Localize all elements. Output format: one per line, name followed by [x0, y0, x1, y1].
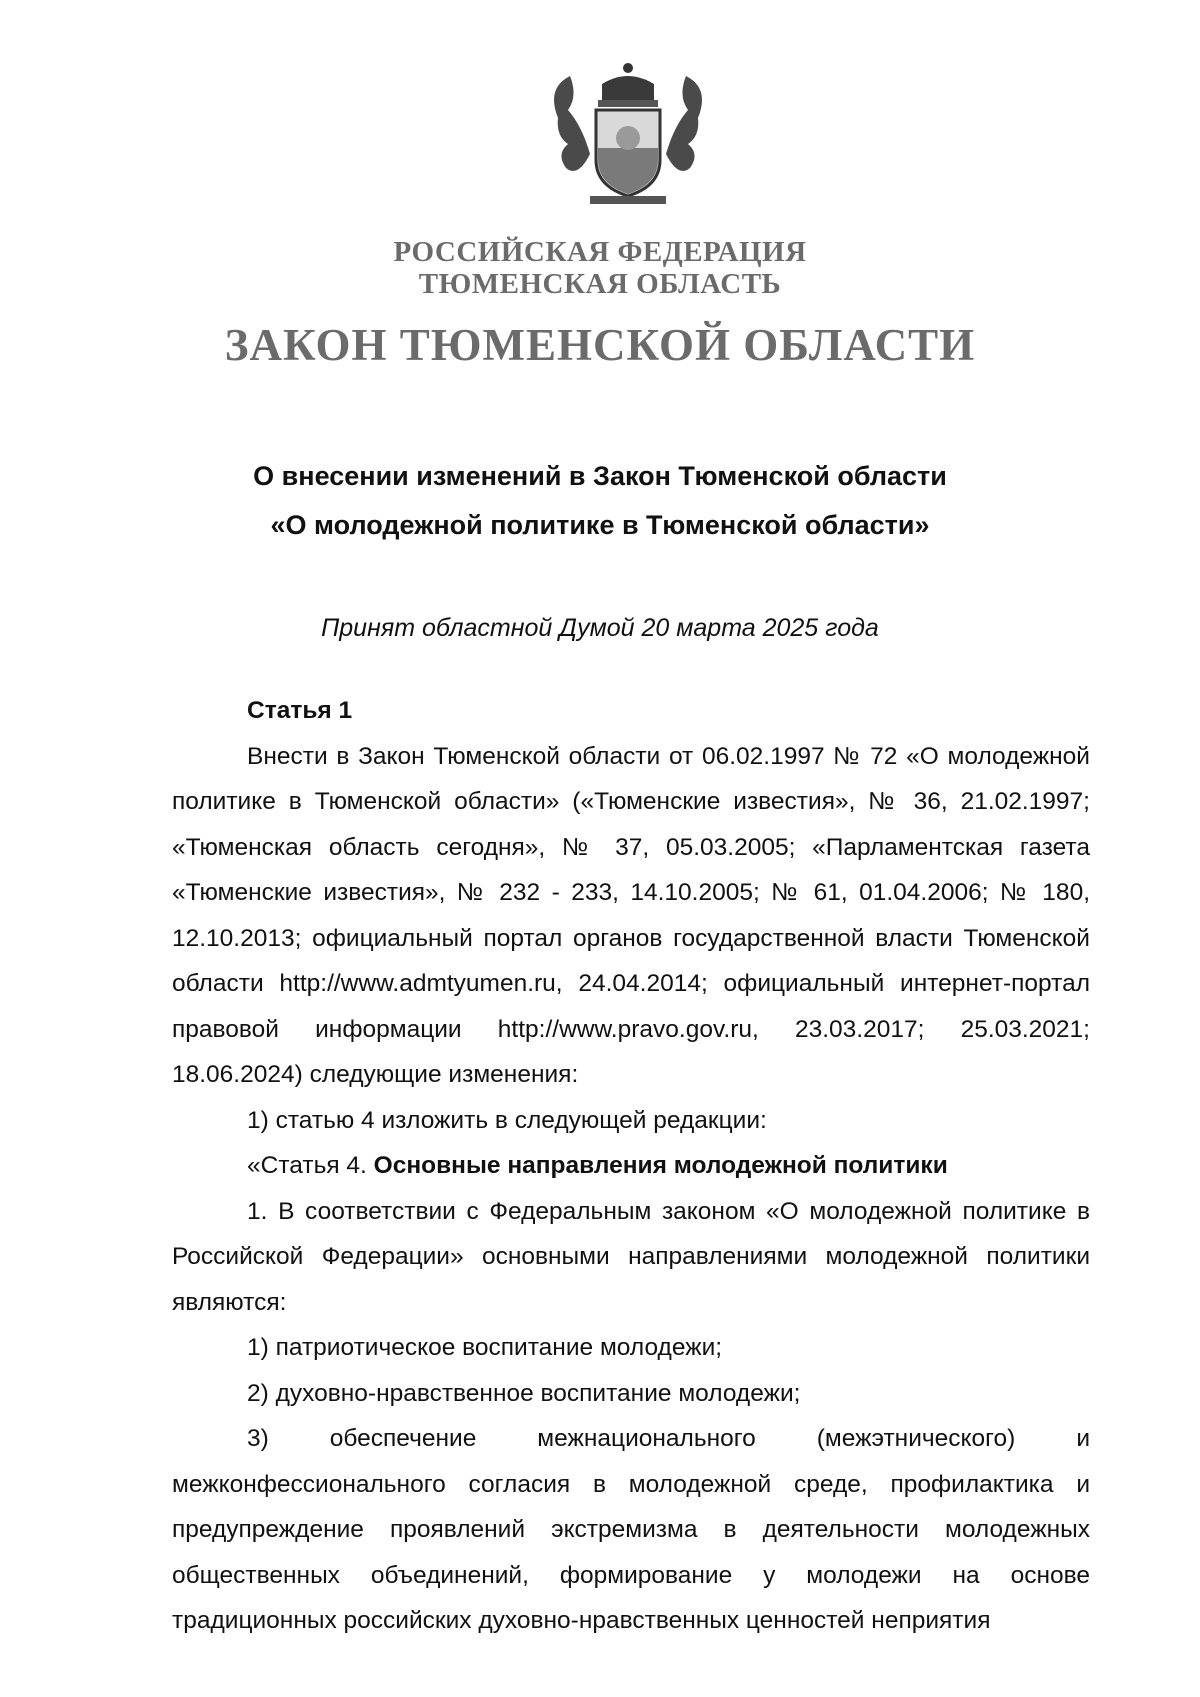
article-4-heading — [172, 1143, 1090, 1189]
intro-paragraph — [172, 734, 1090, 1098]
point-1-paragraph — [172, 1189, 1090, 1326]
intro-line: «Тюменские известия», № 232 - 233, 14.10.2005; № 61, 01.04.2006; № 180, — [172, 879, 1090, 906]
document-title-line-2: «О молодежной политике в Тюменской области» — [270, 510, 930, 540]
document-body — [172, 688, 1090, 1644]
header-country: РОССИЙСКАЯ ФЕДЕРАЦИЯ — [393, 236, 807, 268]
subitem-2: 2) духовно-нравственное воспитание молодежи; — [247, 1379, 801, 1407]
intro-line: Внести в Закон Тюменской области от 06.02.1997 № 72 «О молодежной — [247, 742, 1090, 770]
subitem-1: 1) патриотическое воспитание молодежи; — [247, 1334, 723, 1361]
adoption-note: Принят областной Думой 20 марта 2025 года — [321, 614, 879, 642]
item-1: 1) статью 4 изложить в следующей редакции: — [247, 1106, 767, 1134]
subitem-3-line: и межконфессионального согласия в молодежной среде, профилактика — [172, 1425, 1091, 1498]
subitem-3-paragraph — [172, 1416, 1090, 1644]
subitem-3-line: традиционных российских духовно-нравственных ценностей неприятия — [172, 1607, 991, 1634]
header-law-title: ЗАКОН ТЮМЕНСКОЙ ОБЛАСТИ — [224, 320, 976, 370]
subitem-3-line: общественных объединений, формирование у молодежи на основе — [172, 1561, 1090, 1589]
article-4-title: Основные направления молодежной политики — [373, 1152, 948, 1179]
intro-line: «Тюменская область сегодня», № 37, 05.03.2005; «Парламентская газета — [172, 833, 1090, 861]
intro-line: политике в Тюменской области» («Тюменские известия», № 36, 21.02.1997; — [172, 788, 1090, 815]
point-1-line: в Российской Федерации» основными направлениями молодежной политики — [172, 1197, 1090, 1270]
point-1-line: 1. В соответствии с Федеральным законом «О молодежной политике — [247, 1197, 1067, 1225]
coat-of-arms-icon — [538, 58, 718, 208]
header-region: ТЮМЕНСКАЯ ОБЛАСТЬ — [418, 268, 782, 300]
intro-line: области http://www.admtyumen.ru, 24.04.2014; официальный интернет-портал — [172, 970, 1090, 997]
intro-line: правовой информации http://www.pravo.gov.ru, 23.03.2017; 25.03.2021; — [172, 1015, 1090, 1043]
document-title-line-1: О внесении изменений в Закон Тюменской области — [253, 461, 947, 491]
article-heading: Статья 1 — [247, 697, 353, 724]
subitem-3-line: и предупреждение проявлений экстремизма в деятельности молодежных — [172, 1470, 1090, 1543]
article-4-prefix: «Статья 4. — [247, 1152, 374, 1179]
intro-line: 12.10.2013; официальный портал органов государственной власти Тюменской — [172, 924, 1090, 952]
point-1-line: являются: — [172, 1288, 287, 1316]
intro-line: 18.06.2024) следующие изменения: — [172, 1061, 579, 1088]
subitem-3-line: 3) обеспечение межнационального (межэтнического) — [247, 1425, 1016, 1452]
